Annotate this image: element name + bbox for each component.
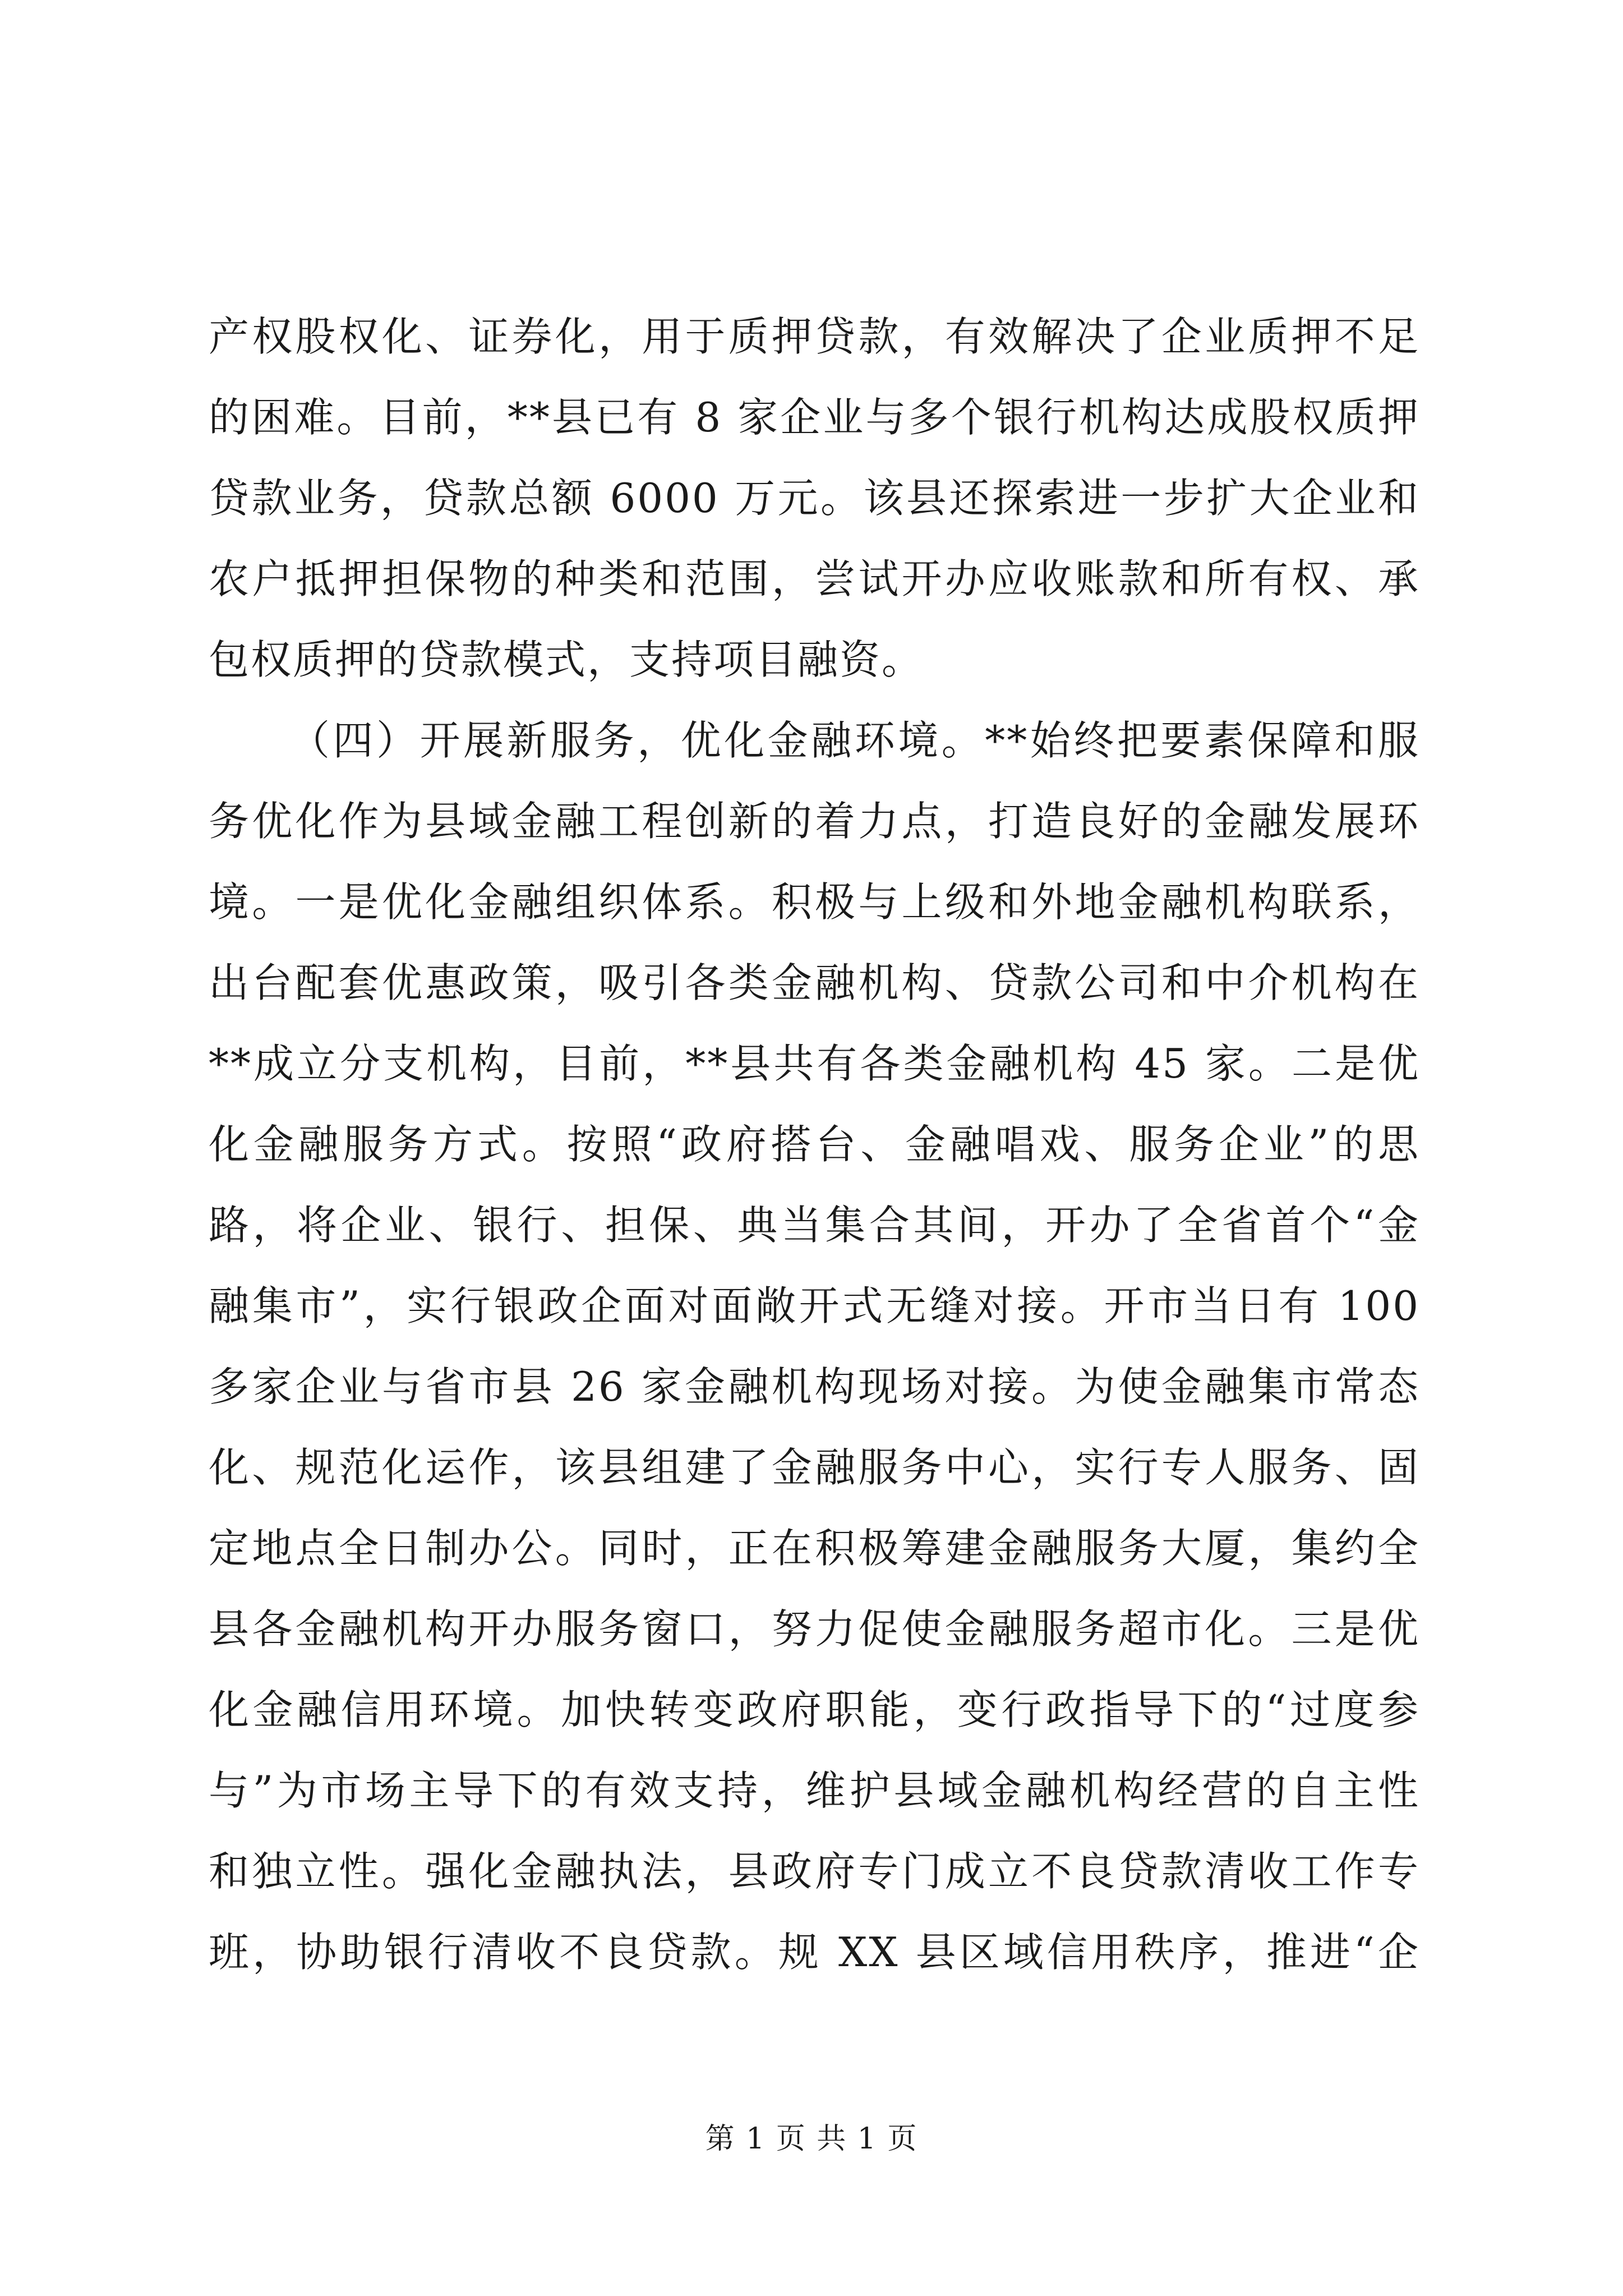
- text-line: 化金融信用环境。加快转变政府职能，变行政指导下的“过度参: [209, 1686, 1420, 1733]
- document-body: [209, 296, 1420, 1993]
- text-line: 包权质押的贷款模式，支持项目融资。: [209, 636, 924, 683]
- text-line: 融集市”，实行银政企面对面敞开式无缝对接。开市当日有 100: [209, 1282, 1420, 1329]
- text-line: 和独立性。强化金融执法，县政府专门成立不良贷款清收工作专: [209, 1848, 1420, 1895]
- text-line: 产权股权化、证券化，用于质押贷款，有效解决了企业质押不足: [209, 313, 1420, 360]
- text-line: 贷款业务，贷款总额 6000 万元。该县还探索进一步扩大企业和: [209, 475, 1420, 522]
- text-line: 与”为市场主导下的有效支持，维护县域金融机构经营的自主性: [209, 1767, 1420, 1814]
- text-line: 路，将企业、银行、担保、典当集合其间，开办了全省首个“金: [209, 1202, 1420, 1249]
- text-line: 化金融服务方式。按照“政府搭台、金融唱戏、服务企业”的思: [209, 1121, 1420, 1168]
- text-line: 出台配套优惠政策，吸引各类金融机构、贷款公司和中介机构在: [209, 959, 1420, 1006]
- text-line: 务优化作为县域金融工程创新的着力点，打造良好的金融发展环: [209, 798, 1420, 845]
- text-line: 的困难。目前，**县已有 8 家企业与多个银行机构达成股权质押: [209, 394, 1420, 441]
- text-line: 化、规范化运作，该县组建了金融服务中心，实行专人服务、固: [209, 1444, 1420, 1491]
- section-heading-line: （四）开展新服务，优化金融环境。**始终把要素保障和服: [289, 717, 1420, 764]
- text-line: 境。一是优化金融组织体系。积极与上级和外地金融机构联系，: [209, 878, 1420, 926]
- text-line: 县各金融机构开办服务窗口，努力促使金融服务超市化。三是优: [209, 1605, 1420, 1653]
- text-line: 多家企业与省市县 26 家金融机构现场对接。为使金融集市常态: [209, 1363, 1420, 1410]
- text-line: 班，协助银行清收不良贷款。规 XX 县区域信用秩序，推进“企: [209, 1929, 1420, 1976]
- text-line: **成立分支机构，目前，**县共有各类金融机构 45 家。二是优: [209, 1040, 1420, 1087]
- text-line: 农户抵押担保物的种类和范围，尝试开办应收账款和所有权、承: [209, 555, 1420, 602]
- text-line: 定地点全日制办公。同时，正在积极筹建金融服务大厦，集约全: [209, 1525, 1420, 1572]
- page-number-footer: 第 1 页 共 1 页: [705, 2122, 918, 2156]
